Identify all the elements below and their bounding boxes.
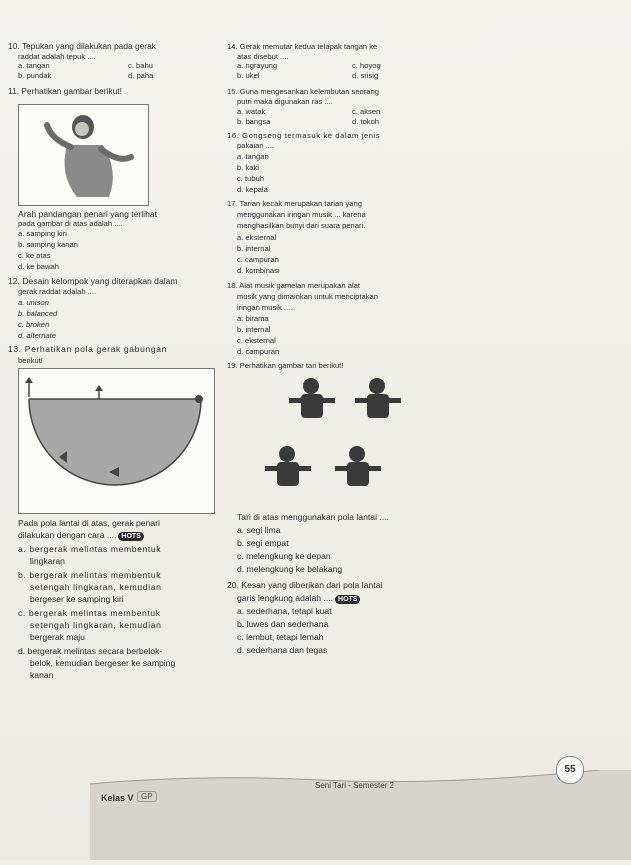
q14-option-a: a. ngrayung — [237, 61, 278, 70]
q16-option-d: d. kepala — [237, 185, 268, 194]
q13-option-b-line2: setengah lingkaran, kemudian — [30, 582, 162, 592]
q13-line2: berikut! — [18, 356, 43, 365]
q13-option-c-line3: bergerak maju — [30, 632, 85, 642]
q16-option-b: b. kaki — [237, 163, 259, 172]
q11-option-c: c. ke atas — [18, 251, 51, 260]
q11-option-d: d. ke bawah — [18, 262, 59, 271]
q15-option-a: a. watak — [237, 107, 266, 116]
q20-line2: garis lengkung adalah .... HOTS — [237, 593, 360, 604]
q17-option-d: d. kombinasi — [237, 266, 280, 275]
kelas-label: Kelas V — [97, 792, 138, 804]
q20-option-a: a. sederhana, tetapi kuat — [237, 606, 332, 616]
q13-option-a-line2: lingkaran — [30, 556, 65, 566]
q16-option-a: a. tangan — [237, 152, 269, 161]
q13-option-a-line1: a. bergerak melintas membentuk — [18, 544, 162, 554]
q13-option-b-line3: bergeser ke samping kiri — [30, 594, 124, 604]
q14-line1: 14. Gerak memutar kedua telapak tangan ke — [227, 42, 378, 51]
footer-title: Seni Tari - Semester 2 — [315, 781, 394, 790]
q18-option-d: d. campuran — [237, 347, 280, 356]
q19-option-b: b. segi empat — [237, 538, 289, 548]
q18-line2: musik yang dimainkan untuk menciptakan — [237, 292, 378, 301]
q14-option-b: b. ukel — [237, 71, 260, 80]
q15-line1: 15. Guna mengesankan kelembutan seorang — [227, 87, 379, 96]
q20-line1: 20. Kesan yang diberikan dari pola lantai — [227, 580, 383, 590]
q15-option-d: d. tokoh — [352, 117, 380, 126]
dancer-figure — [18, 104, 149, 206]
q14-option-d: d. srisig — [352, 71, 379, 80]
q18-option-b: b. internal — [237, 325, 271, 334]
q17-line1: 17. Tarian kecak merupakan tarian yang — [227, 199, 362, 208]
q13-option-b-line1: b. bergerak melintas membentuk — [18, 570, 162, 580]
q10-stem-cont: raddat adalah tepuk .... — [18, 52, 96, 61]
q13-option-c-line1: c. bergerak melintas membentuk — [18, 608, 161, 618]
q18-option-c: c. eksternal — [237, 336, 276, 345]
q13-option-d-line1: d. bergerak melintas secara berbelok- — [18, 646, 163, 656]
dance-formation-figure — [237, 372, 407, 502]
q11-option-b: b. samping kanan — [18, 240, 78, 249]
q12-option-c: c. broken — [18, 320, 50, 329]
q18-line1: 18. Alat musik gamelan merupakan alat — [227, 281, 360, 290]
q11-line1: Arah pandangan penari yang terlihat — [18, 209, 158, 219]
q10-option-a: a. tangan — [18, 61, 50, 70]
hots-badge: HOTS — [335, 595, 360, 604]
q15-option-b: b. bangsa — [237, 117, 271, 126]
q13-option-c-line2: setengah lingkaran, kemudian — [30, 620, 162, 630]
q12-line1: 12. Desain kelompok yang diterapkan dalam — [8, 276, 178, 286]
q13-line1: 13. Perhatikan pola gerak gabungan — [8, 344, 167, 354]
q10-stem: 10. Tepukan yang dilakukan pada gerak — [8, 41, 156, 51]
q13-line4: dilakukan dengan cara .... HOTS — [18, 530, 144, 541]
q20-option-c: c. lembut, tetapi lemah — [237, 632, 324, 642]
q12-option-d: d. alternate — [18, 331, 56, 340]
q17-option-c: c. campuran — [237, 255, 279, 264]
q16-option-c: c. tubuh — [237, 174, 265, 183]
q11-line2: pada gambar di atas adalah .... — [18, 219, 123, 228]
q13-option-d-line3: kanan — [30, 670, 54, 680]
q15-option-c: c. aksen — [352, 107, 381, 116]
q10-option-c: c. bahu — [128, 61, 153, 70]
q14-option-c: c. hoyog — [352, 61, 381, 70]
q12-line2: gerak raddat adalah .... — [18, 287, 97, 296]
q19-line1: 19. Perhatikan gambar tari berikut! — [227, 361, 344, 370]
q11-option-a: a. samping kiri — [18, 229, 67, 238]
q14-line2: atas disebut .... — [237, 52, 289, 61]
floor-pattern-figure — [18, 368, 215, 514]
q18-line3: iringan musik .... — [237, 303, 293, 312]
q19-line2: Tari di atas menggunakan pola lantai .... — [237, 512, 389, 522]
publisher-logo: GP — [137, 791, 157, 802]
q17-option-b: b. internal — [237, 244, 271, 253]
q18-option-a: a. birama — [237, 314, 269, 323]
page-number: 55 — [556, 756, 584, 784]
q20-option-d: d. sederhana dan tegas — [237, 645, 328, 655]
q17-line2: menggunakan iringan musik ... karena — [237, 210, 366, 219]
hots-badge: HOTS — [118, 532, 143, 541]
q15-line2: putri maka digunakan ras .... — [237, 97, 333, 106]
q11-stem: 11. Perhatikan gambar berikut! — [8, 86, 122, 96]
q20-option-b: b. luwes dan sederhana — [237, 619, 329, 629]
q19-option-c: c. melengkung ke depan — [237, 551, 331, 561]
q13-line3: Pada pola lantai di atas, gerak penari — [18, 518, 160, 528]
q10-option-b: b. pundak — [18, 71, 52, 80]
q17-option-a: a. eksternal — [237, 233, 277, 242]
q19-option-d: d. melengkung ke belakang — [237, 564, 343, 574]
q13-option-d-line2: belok, kemudian bergeser ke samping — [30, 658, 176, 668]
q12-option-b: b. balanced — [18, 309, 58, 318]
q17-line3: menghasilkan bunyi dari suara penari. — [237, 221, 366, 230]
q10-option-d: d. paha — [128, 71, 154, 80]
q19-option-a: a. segi lima — [237, 525, 281, 535]
q12-option-a: a. unison — [18, 298, 49, 307]
q16-line2: pakaian .... — [237, 141, 275, 150]
q16-line1: 16. Gongseng termasuk ke dalam jenis — [227, 131, 381, 140]
